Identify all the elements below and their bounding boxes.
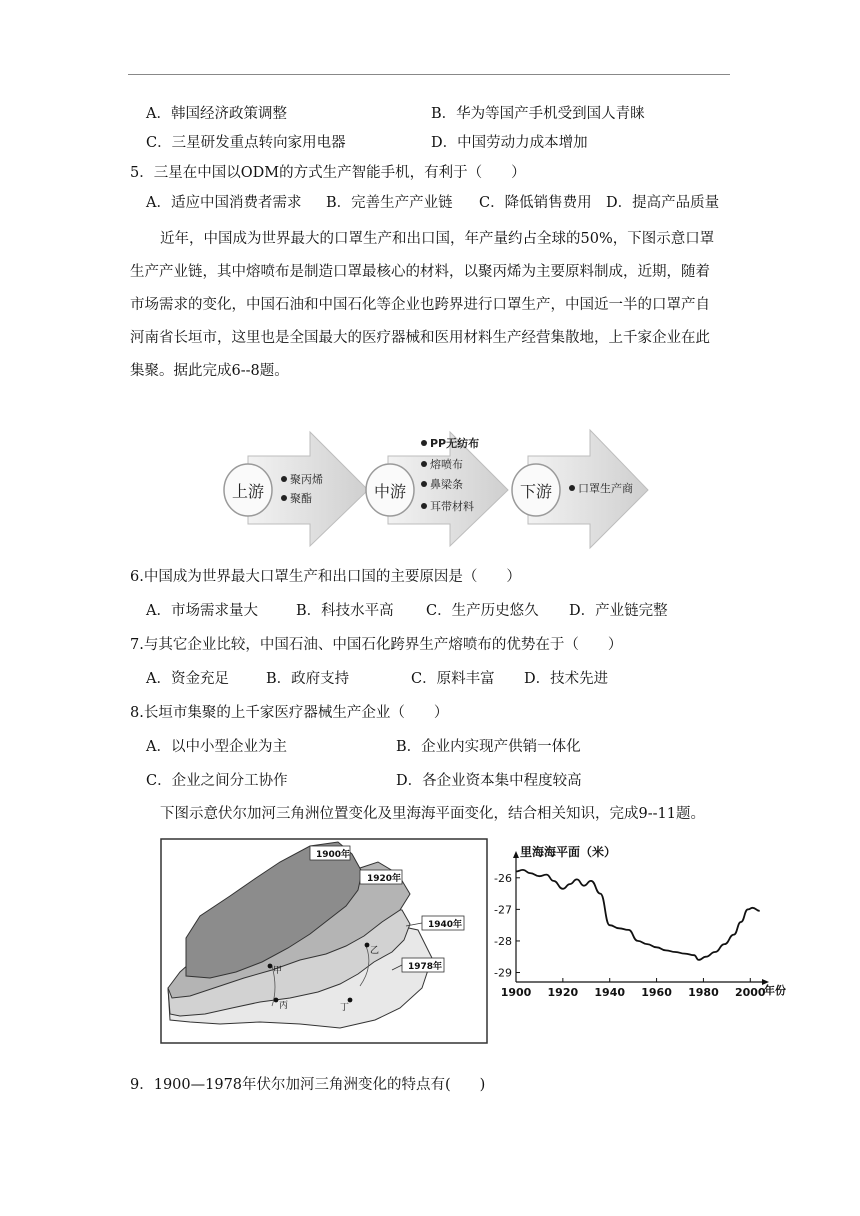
chart-title: 里海海平面（米） bbox=[520, 845, 617, 859]
y-tick-label: -26 bbox=[494, 871, 512, 885]
caspian-sea-level-chart bbox=[494, 842, 794, 1014]
mask-industry-chain-diagram bbox=[218, 428, 668, 557]
q8-option-d[interactable]: D．各企业资本集中程度较高 bbox=[396, 773, 582, 789]
q8-stem: 8.长垣市集聚的上千家医疗器械生产企业（ ） bbox=[130, 705, 449, 721]
downstream-label: 下游 bbox=[519, 482, 553, 501]
q9-stem: 9．1900—1978年伏尔加河三角洲变化的特点有( ) bbox=[130, 1077, 486, 1093]
q8-option-b[interactable]: B．企业内实现产供销一体化 bbox=[396, 739, 581, 755]
q4-option-b[interactable]: B．华为等国产手机受到国人青睐 bbox=[431, 106, 645, 122]
passage1-line: 集聚。据此完成6--8题。 bbox=[130, 363, 289, 379]
q4-option-d[interactable]: D．中国劳动力成本增加 bbox=[431, 135, 588, 151]
q5-option-a[interactable]: A．适应中国消费者需求 bbox=[146, 195, 302, 211]
x-axis-label: 年份 bbox=[764, 984, 786, 997]
header-rule bbox=[128, 74, 730, 75]
x-tick-label: 1980 bbox=[688, 986, 719, 999]
q5-option-c[interactable]: C．降低销售费用 bbox=[479, 195, 592, 211]
q4-option-a[interactable]: A．韩国经济政策调整 bbox=[146, 106, 287, 122]
midstream-label: 中游 bbox=[373, 482, 407, 501]
x-tick-label: 1940 bbox=[594, 986, 626, 999]
midstream-item: 鼻梁条 bbox=[430, 478, 463, 491]
x-tick-label: 1900 bbox=[500, 986, 532, 999]
sea-level-series-line bbox=[516, 870, 760, 960]
upstream-label: 上游 bbox=[231, 482, 265, 501]
q6-option-a[interactable]: A．市场需求量大 bbox=[146, 603, 258, 619]
passage1-line: 生产产业链，其中熔喷布是制造口罩最核心的材料，以聚丙烯为主要原料制成，近期，随着 bbox=[130, 264, 710, 280]
q6-option-c[interactable]: C．生产历史悠久 bbox=[426, 603, 539, 619]
y-tick-label: -29 bbox=[494, 966, 512, 980]
x-tick-label: 2000 bbox=[734, 986, 766, 999]
point-bing: 丙 bbox=[279, 1001, 289, 1011]
q7-option-c[interactable]: C．原料丰富 bbox=[411, 671, 495, 687]
q8-option-a[interactable]: A．以中小型企业为主 bbox=[146, 739, 287, 755]
point-ding: 丁 bbox=[340, 1003, 350, 1013]
q7-stem: 7.与其它企业比较，中国石油、中国石化跨界生产熔喷布的优势在于（ ） bbox=[130, 637, 623, 653]
point-yi: 乙 bbox=[370, 946, 380, 956]
x-tick-label: 1960 bbox=[641, 986, 672, 999]
y-axis-arrow bbox=[513, 851, 519, 858]
passage1-line: 市场需求的变化，中国石油和中国石化等企业也跨界进行口罩生产，中国近一半的口罩产自 bbox=[130, 297, 710, 313]
midstream-item: 耳带材料 bbox=[430, 500, 474, 513]
y-tick-label: -28 bbox=[494, 934, 512, 948]
upstream-item: 聚酯 bbox=[290, 492, 312, 505]
x-tick-label: 1920 bbox=[547, 986, 579, 999]
downstream-item: 口罩生产商 bbox=[578, 482, 633, 495]
y-tick-label: -27 bbox=[494, 903, 512, 917]
year-label-1978: 1978年 bbox=[408, 962, 443, 972]
year-label-1900: 1900年 bbox=[316, 850, 351, 860]
volga-delta-map bbox=[160, 838, 490, 1050]
q4-option-c[interactable]: C．三星研发重点转向家用电器 bbox=[146, 135, 346, 151]
passage2-text: 下图示意伏尔加河三角洲位置变化及里海海平面变化，结合相关知识，完成9--11题。 bbox=[160, 806, 705, 822]
q5-option-d[interactable]: D．提高产品质量 bbox=[606, 195, 720, 211]
midstream-item: PP无纺布 bbox=[430, 437, 480, 450]
passage1-line: 河南省长垣市，这里也是全国最大的医疗器械和医用材料生产经营集散地，上千家企业在此 bbox=[130, 330, 710, 346]
point-jia: 甲 bbox=[273, 966, 283, 976]
q7-option-b[interactable]: B．政府支持 bbox=[266, 671, 350, 687]
q5-stem: 5．三星在中国以ODM的方式生产智能手机，有利于（ ） bbox=[130, 165, 526, 181]
q6-option-b[interactable]: B．科技水平高 bbox=[296, 603, 394, 619]
q7-option-d[interactable]: D．技术先进 bbox=[524, 671, 609, 687]
year-label-1940: 1940年 bbox=[428, 920, 463, 930]
upstream-item: 聚丙烯 bbox=[290, 473, 323, 486]
q7-option-a[interactable]: A．资金充足 bbox=[146, 671, 229, 687]
midstream-item: 熔喷布 bbox=[430, 458, 463, 471]
q5-option-b[interactable]: B．完善生产产业链 bbox=[326, 195, 453, 211]
q6-stem: 6.中国成为世界最大口罩生产和出口国的主要原因是（ ） bbox=[130, 569, 521, 585]
q6-option-d[interactable]: D．产业链完整 bbox=[569, 603, 668, 619]
year-label-1920: 1920年 bbox=[367, 874, 402, 884]
q8-option-c[interactable]: C．企业之间分工协作 bbox=[146, 773, 288, 789]
passage1-line: 近年，中国成为世界最大的口罩生产和出口国，年产量约占全球的50%，下图示意口罩 bbox=[160, 231, 715, 247]
